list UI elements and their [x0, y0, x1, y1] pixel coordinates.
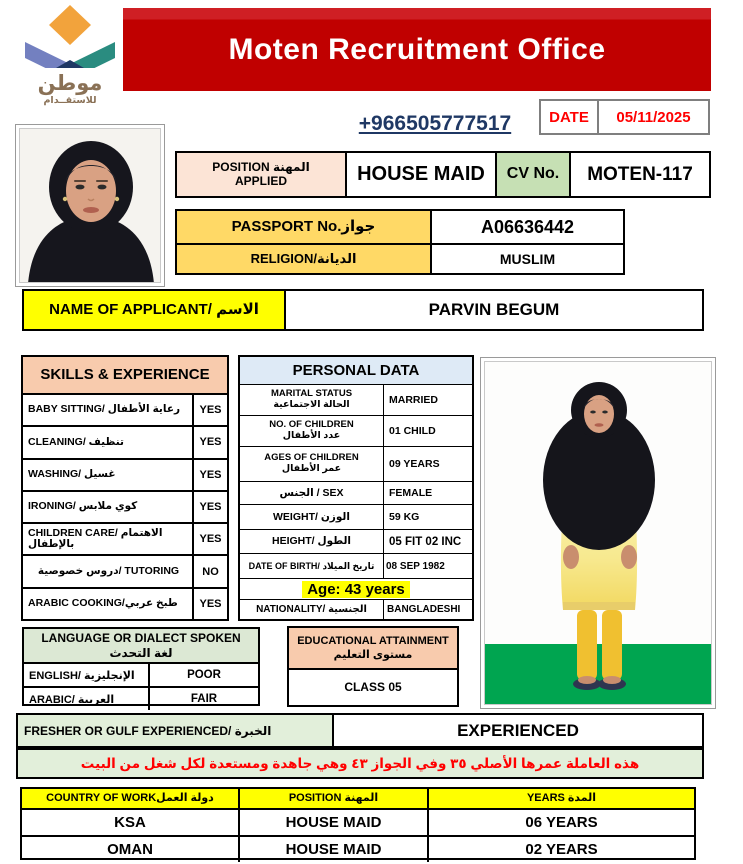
- experience-value: EXPERIENCED: [332, 715, 702, 746]
- agency-logo: [16, 4, 124, 106]
- language-table: [22, 627, 260, 706]
- applicant-name-row: [22, 289, 704, 331]
- passport-religion-table: [175, 209, 625, 275]
- education-title: EDUCATIONAL ATTAINMENT مستوى التعليم: [289, 628, 457, 670]
- skill-row-tutoring: دروس خصوصية/ TUTORING NO: [23, 556, 227, 588]
- ages-of-children-row: AGES OF CHILDREN عمر الأطفال 09 YEARS: [240, 446, 472, 481]
- years-header: YEARS المدة: [427, 789, 694, 808]
- position-applied-table: [175, 151, 711, 198]
- education-value: CLASS 05: [344, 679, 402, 694]
- skill-row-washing: WASHING/ غسيل YES: [23, 460, 227, 492]
- language-row-arabic: ARABIC/ العربية FAIR: [24, 688, 258, 710]
- language-row-english: ENGLISH/ الإنجليزية POOR: [24, 664, 258, 688]
- country-of-work-header: COUNTRY OF WORKدولة العمل: [46, 792, 214, 805]
- skill-row-children-care: CHILDREN CARE/ الاهتمام بالإطفال YES: [23, 524, 227, 556]
- language-title: LANGUAGE OR DIALECT SPOKEN لغة التحدث: [24, 629, 258, 664]
- applicant-fullbody-photo: [480, 357, 716, 709]
- work-history-header: [22, 789, 694, 810]
- personal-data-table: [238, 355, 474, 621]
- passport-label: PASSPORT No.جواز: [177, 211, 430, 243]
- logo-subtitle-arabic: للاستقــدام: [43, 95, 97, 106]
- work-history-row-oman: OMAN HOUSE MAID 02 YEARS: [22, 837, 694, 862]
- experience-label: FRESHER OR GULF EXPERIENCED/ الخبرة: [18, 715, 332, 746]
- skills-table: [21, 355, 229, 621]
- skill-row-cleaning: CLEANING/ تنظيف YES: [23, 427, 227, 459]
- skills-title: SKILLS & EXPERIENCE: [23, 357, 227, 395]
- position-applied-label: POSITION المهنة APPLIED: [177, 153, 345, 196]
- religion-value: MUSLIM: [430, 245, 623, 273]
- no-of-children-row: NO. OF CHILDREN عدد الأطفال 01 CHILD: [240, 415, 472, 446]
- skill-row-baby-sitting: BABY SITTING/ رعاية الأطفال YES: [23, 395, 227, 427]
- marital-status-row: MARITAL STATUS الحالة الاجتماعية MARRIED: [240, 384, 472, 415]
- work-history-row-ksa: KSA HOUSE MAID 06 YEARS: [22, 810, 694, 837]
- age-highlight: Age: 43 years: [302, 581, 410, 598]
- office-title: Moten Recruitment Office: [228, 32, 606, 66]
- date-value: 05/11/2025: [616, 108, 691, 126]
- education-box: [287, 626, 459, 707]
- agency-logo-icon: [16, 4, 124, 68]
- date-of-birth-row: DATE OF BIRTH/ تاريخ الميلاد 08 SEP 1982: [240, 553, 472, 578]
- logo-name-arabic: موطن: [37, 72, 103, 95]
- position-header: POSITION المهنة: [238, 789, 427, 808]
- fullbody-illustration: [485, 362, 712, 705]
- passport-row: [177, 211, 623, 243]
- height-row: HEIGHT/ الطول 05 FIT 02 INC: [240, 529, 472, 553]
- passport-value: A06636442: [430, 211, 623, 243]
- applicant-headshot-photo: [15, 124, 165, 287]
- headshot-illustration: [20, 129, 161, 283]
- religion-row: [177, 243, 623, 273]
- skill-row-arabic-cooking: ARABIC COOKING/طبخ عربي YES: [23, 589, 227, 619]
- weight-row: WEIGHT/ الوزن 59 KG: [240, 504, 472, 529]
- age-highlight-row: [240, 578, 472, 599]
- cv-number-value: MOTEN-117: [569, 153, 709, 196]
- sex-row: الجنس / SEX FEMALE: [240, 481, 472, 504]
- experience-row: [16, 713, 704, 748]
- work-history-table: [20, 787, 696, 860]
- skill-row-ironing: IRONING/ كوي ملابس YES: [23, 492, 227, 524]
- date-box: [539, 99, 710, 135]
- date-label: DATE: [541, 101, 599, 133]
- arabic-note: هذه العاملة عمرها الأصلي ٣٥ وفي الجواز ٤٣ وهي جاهدة ومستعدة لكل شغل من البيت: [16, 748, 704, 779]
- phone-number-link[interactable]: +966505777517: [358, 112, 512, 135]
- position-applied-value: HOUSE MAID: [345, 153, 495, 196]
- personal-data-title: PERSONAL DATA: [240, 357, 472, 384]
- applicant-name-value: PARVIN BEGUM: [284, 291, 702, 329]
- religion-label: RELIGION/الديانة: [177, 245, 430, 273]
- nationality-row: NATIONALITY/ الجنسية BANGLADESHI: [240, 599, 472, 619]
- applicant-name-label: NAME OF APPLICANT/ الاسم: [24, 291, 284, 329]
- office-title-banner: [123, 8, 711, 91]
- cv-number-label: CV No.: [495, 153, 569, 196]
